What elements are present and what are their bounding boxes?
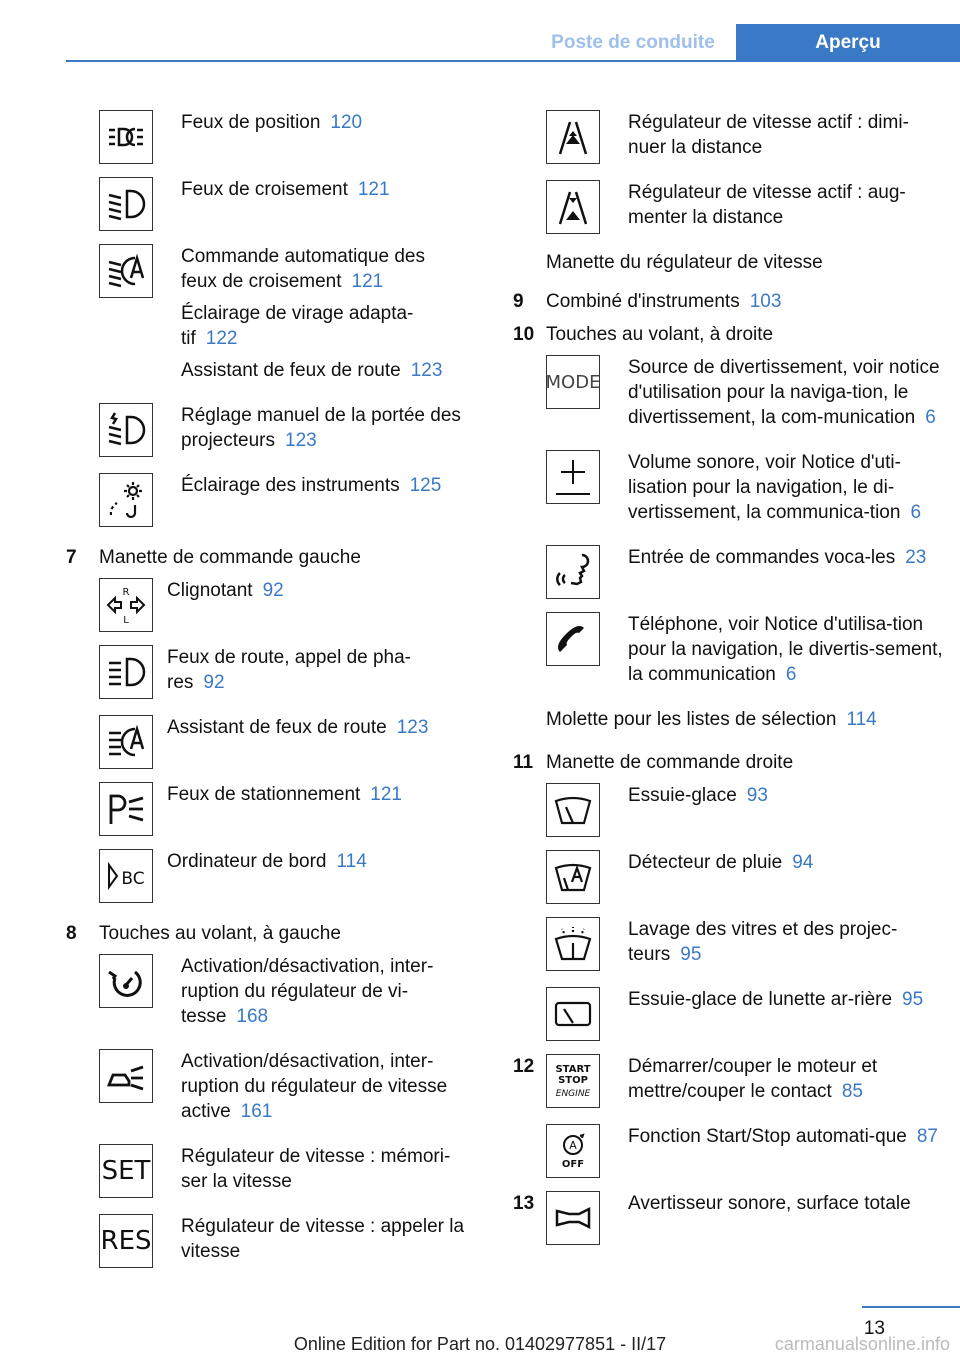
item-text: Fonction Start/Stop automati-que: [628, 1126, 907, 1147]
instrument-lighting-icon: [99, 473, 153, 527]
item-text: Ordinateur de bord: [167, 851, 327, 872]
list-item: [513, 110, 943, 167]
icon-label: SET: [101, 1156, 151, 1186]
item-text: Réglage manuel de la portée des projecteurs: [181, 405, 461, 451]
page-ref[interactable]: 95: [902, 989, 924, 1010]
parking-lights-icon: [99, 782, 153, 836]
washer-icon: [546, 917, 600, 971]
page-ref[interactable]: 121: [357, 179, 390, 200]
list-item: [513, 1191, 943, 1245]
section-title: Manette de commande droite: [546, 752, 794, 773]
list-item: [66, 578, 466, 632]
item-text: Régulateur de vitesse actif : aug-menter la distance: [628, 182, 906, 228]
list-item: [513, 1124, 943, 1178]
header-section-tab[interactable]: Poste de conduite: [551, 32, 715, 53]
distance-decrease-icon: [546, 110, 600, 164]
item-text: Régulateur de vitesse : mémori-ser la vitesse: [181, 1146, 451, 1192]
high-beam-icon: [99, 645, 153, 699]
section-number: 8: [66, 923, 77, 944]
item-text: Éclairage de virage adapta-tif: [181, 303, 414, 349]
page-ref[interactable]: 123: [285, 430, 317, 451]
horn-icon[interactable]: [546, 1191, 600, 1245]
header-active-tab[interactable]: Aperçu: [736, 24, 960, 62]
lever-text: Manette du régulateur de vitesse: [546, 252, 823, 273]
section-number: 13: [513, 1193, 535, 1214]
section-9: [513, 289, 943, 314]
list-item: [513, 1054, 943, 1111]
list-item: [66, 177, 466, 231]
item-text: Clignotant: [167, 580, 253, 601]
footer-rule: [862, 1306, 960, 1308]
auto-start-stop-off-icon[interactable]: [546, 1124, 600, 1178]
page-ref[interactable]: 103: [749, 291, 782, 312]
page-ref[interactable]: 87: [916, 1126, 938, 1147]
item-text: Activation/désactivation, inter-ruption du régulateur de vi-tesse: [181, 956, 434, 1027]
list-item: [66, 1144, 466, 1201]
active-cruise-icon: [99, 1049, 153, 1103]
svg-text:ENGINE: ENGINE: [555, 1089, 591, 1099]
header-rule: [66, 60, 960, 62]
section-number: 12: [513, 1056, 535, 1077]
list-item: [513, 355, 943, 437]
volume-icon[interactable]: [546, 450, 600, 504]
svg-text:L: L: [123, 615, 129, 626]
section-number: 10: [513, 324, 535, 345]
section-title: Touches au volant, à gauche: [99, 923, 341, 944]
item-text: Téléphone, voir Notice d'utilisa-tion pour la navigation, le divertis-sement, la communication: [628, 614, 943, 685]
page-ref[interactable]: 92: [203, 672, 225, 693]
page-ref[interactable]: 92: [262, 580, 284, 601]
page-ref[interactable]: 6: [910, 502, 922, 523]
watermark: carmanualsonline.info: [774, 1334, 950, 1354]
list-item: [513, 850, 943, 904]
item-text: Feux de croisement: [181, 179, 348, 200]
high-beam-assist-icon: [99, 715, 153, 769]
page-ref[interactable]: 95: [680, 944, 702, 965]
item-text: Molette pour les listes de sélection: [546, 709, 837, 730]
icon-label: RES: [100, 1226, 152, 1256]
page-ref[interactable]: 23: [905, 547, 927, 568]
page-ref[interactable]: 125: [409, 475, 442, 496]
list-item: [66, 849, 466, 903]
list-item: [66, 715, 466, 769]
page-ref[interactable]: 120: [330, 112, 363, 133]
mode-icon[interactable]: [546, 355, 600, 409]
onboard-computer-icon: [99, 849, 153, 903]
item-text: Régulateur de vitesse actif : dimi-nuer la distance: [628, 112, 909, 158]
item-text: Commande automatique des feux de croisement: [181, 246, 425, 292]
item-text: Avertisseur sonore, surface totale: [628, 1193, 911, 1214]
page-ref[interactable]: 114: [846, 709, 877, 730]
svg-text:STOP: STOP: [558, 1075, 588, 1086]
headlight-range-icon: [99, 403, 153, 457]
item-text: Source de divertissement, voir notice d'utilisation pour la naviga-tion, le divertissement, la com-munication: [628, 357, 940, 428]
item-text: Régulateur de vitesse : appeler la vitesse: [181, 1216, 465, 1262]
page-number: 13: [863, 1318, 885, 1339]
item-text: Démarrer/couper le moteur et mettre/couper le contact: [628, 1056, 878, 1102]
item-text: Feux de stationnement: [167, 784, 361, 805]
item-text: Éclairage des instruments: [181, 475, 400, 496]
section-number: 7: [66, 547, 77, 568]
list-item: [66, 473, 466, 527]
list-item: [513, 917, 943, 974]
section-11: [513, 750, 943, 775]
item-text: Essuie-glace: [628, 785, 737, 806]
list-item: [66, 110, 466, 164]
list-item: [513, 545, 943, 599]
list-item: [513, 180, 943, 237]
wheel-text: [546, 707, 943, 732]
page-ref[interactable]: 123: [396, 717, 429, 738]
section-10: [513, 322, 943, 347]
item-text: Assistant de feux de route: [181, 360, 401, 381]
section-title: Combiné d'instruments: [546, 291, 740, 312]
list-item: [66, 954, 466, 1036]
page-ref[interactable]: 122: [205, 328, 238, 349]
list-item: [66, 403, 466, 460]
section-7: [66, 545, 466, 570]
rain-sensor-icon: [546, 850, 600, 904]
page-ref[interactable]: 6: [785, 664, 797, 685]
voice-command-icon[interactable]: [546, 545, 600, 599]
page-ref[interactable]: 121: [351, 271, 384, 292]
list-item: [66, 645, 466, 702]
svg-text:START: START: [555, 1064, 591, 1075]
svg-text:R: R: [122, 587, 130, 598]
item-text: Entrée de commandes voca-les: [628, 547, 896, 568]
item-text: Activation/désactivation, inter-ruption du régulateur de vitesse active: [181, 1051, 448, 1122]
list-item: [513, 783, 943, 837]
cruise-control-icon: [99, 954, 153, 1008]
list-item: [66, 782, 466, 836]
page-ref[interactable]: 114: [336, 851, 367, 872]
rear-wiper-icon: [546, 987, 600, 1041]
wiper-icon: [546, 783, 600, 837]
section-8: [66, 921, 466, 946]
svg-text:A: A: [569, 1139, 577, 1152]
set-icon[interactable]: [99, 1144, 153, 1198]
right-column: [513, 110, 943, 1258]
icon-label: BC: [121, 869, 145, 889]
position-lights-icon: [99, 110, 153, 164]
turn-signal-icon: [99, 578, 153, 632]
page-ref[interactable]: 121: [370, 784, 402, 805]
item-text: Feux de route, appel de pha-res: [167, 647, 412, 693]
left-column: [66, 110, 466, 1284]
section-number: 11: [513, 752, 534, 773]
icon-label: MODE: [545, 371, 601, 393]
list-item: [513, 612, 943, 694]
list-item: [66, 1214, 466, 1271]
svg-text:OFF: OFF: [561, 1159, 585, 1170]
edition-text: Online Edition for Part no. 01402977851 - II/17: [293, 1334, 667, 1354]
section-number: 9: [513, 291, 524, 312]
list-item: [66, 1049, 466, 1131]
section-title: Manette de commande gauche: [99, 547, 361, 568]
item-text: Essuie-glace de lunette ar-rière: [628, 989, 893, 1010]
auto-low-beam-icon: [99, 244, 153, 298]
section-title: Touches au volant, à droite: [546, 324, 774, 345]
list-item: [513, 450, 943, 532]
res-icon[interactable]: [99, 1214, 153, 1268]
item-text: Détecteur de pluie: [628, 852, 783, 873]
start-stop-engine-icon[interactable]: [546, 1054, 600, 1108]
list-item: [66, 244, 466, 390]
item-text: Assistant de feux de route: [167, 717, 387, 738]
page-ref[interactable]: 6: [925, 407, 936, 428]
item-text: Volume sonore, voir Notice d'uti-lisation pour la navigation, le di-vertissement, la communica-tion: [628, 452, 901, 523]
phone-icon[interactable]: [546, 612, 600, 666]
page-ref[interactable]: 161: [240, 1101, 273, 1122]
page-ref[interactable]: 85: [841, 1081, 863, 1102]
low-beam-icon: [99, 177, 153, 231]
page-ref[interactable]: 168: [236, 1006, 269, 1027]
page-ref[interactable]: 93: [746, 785, 768, 806]
page-ref[interactable]: 123: [410, 360, 443, 381]
item-text: Lavage des vitres et des projec-teurs: [628, 919, 898, 965]
distance-increase-icon: [546, 180, 600, 234]
item-text: Feux de position: [181, 112, 321, 133]
page-ref[interactable]: 94: [792, 852, 814, 873]
list-item: [513, 987, 943, 1041]
